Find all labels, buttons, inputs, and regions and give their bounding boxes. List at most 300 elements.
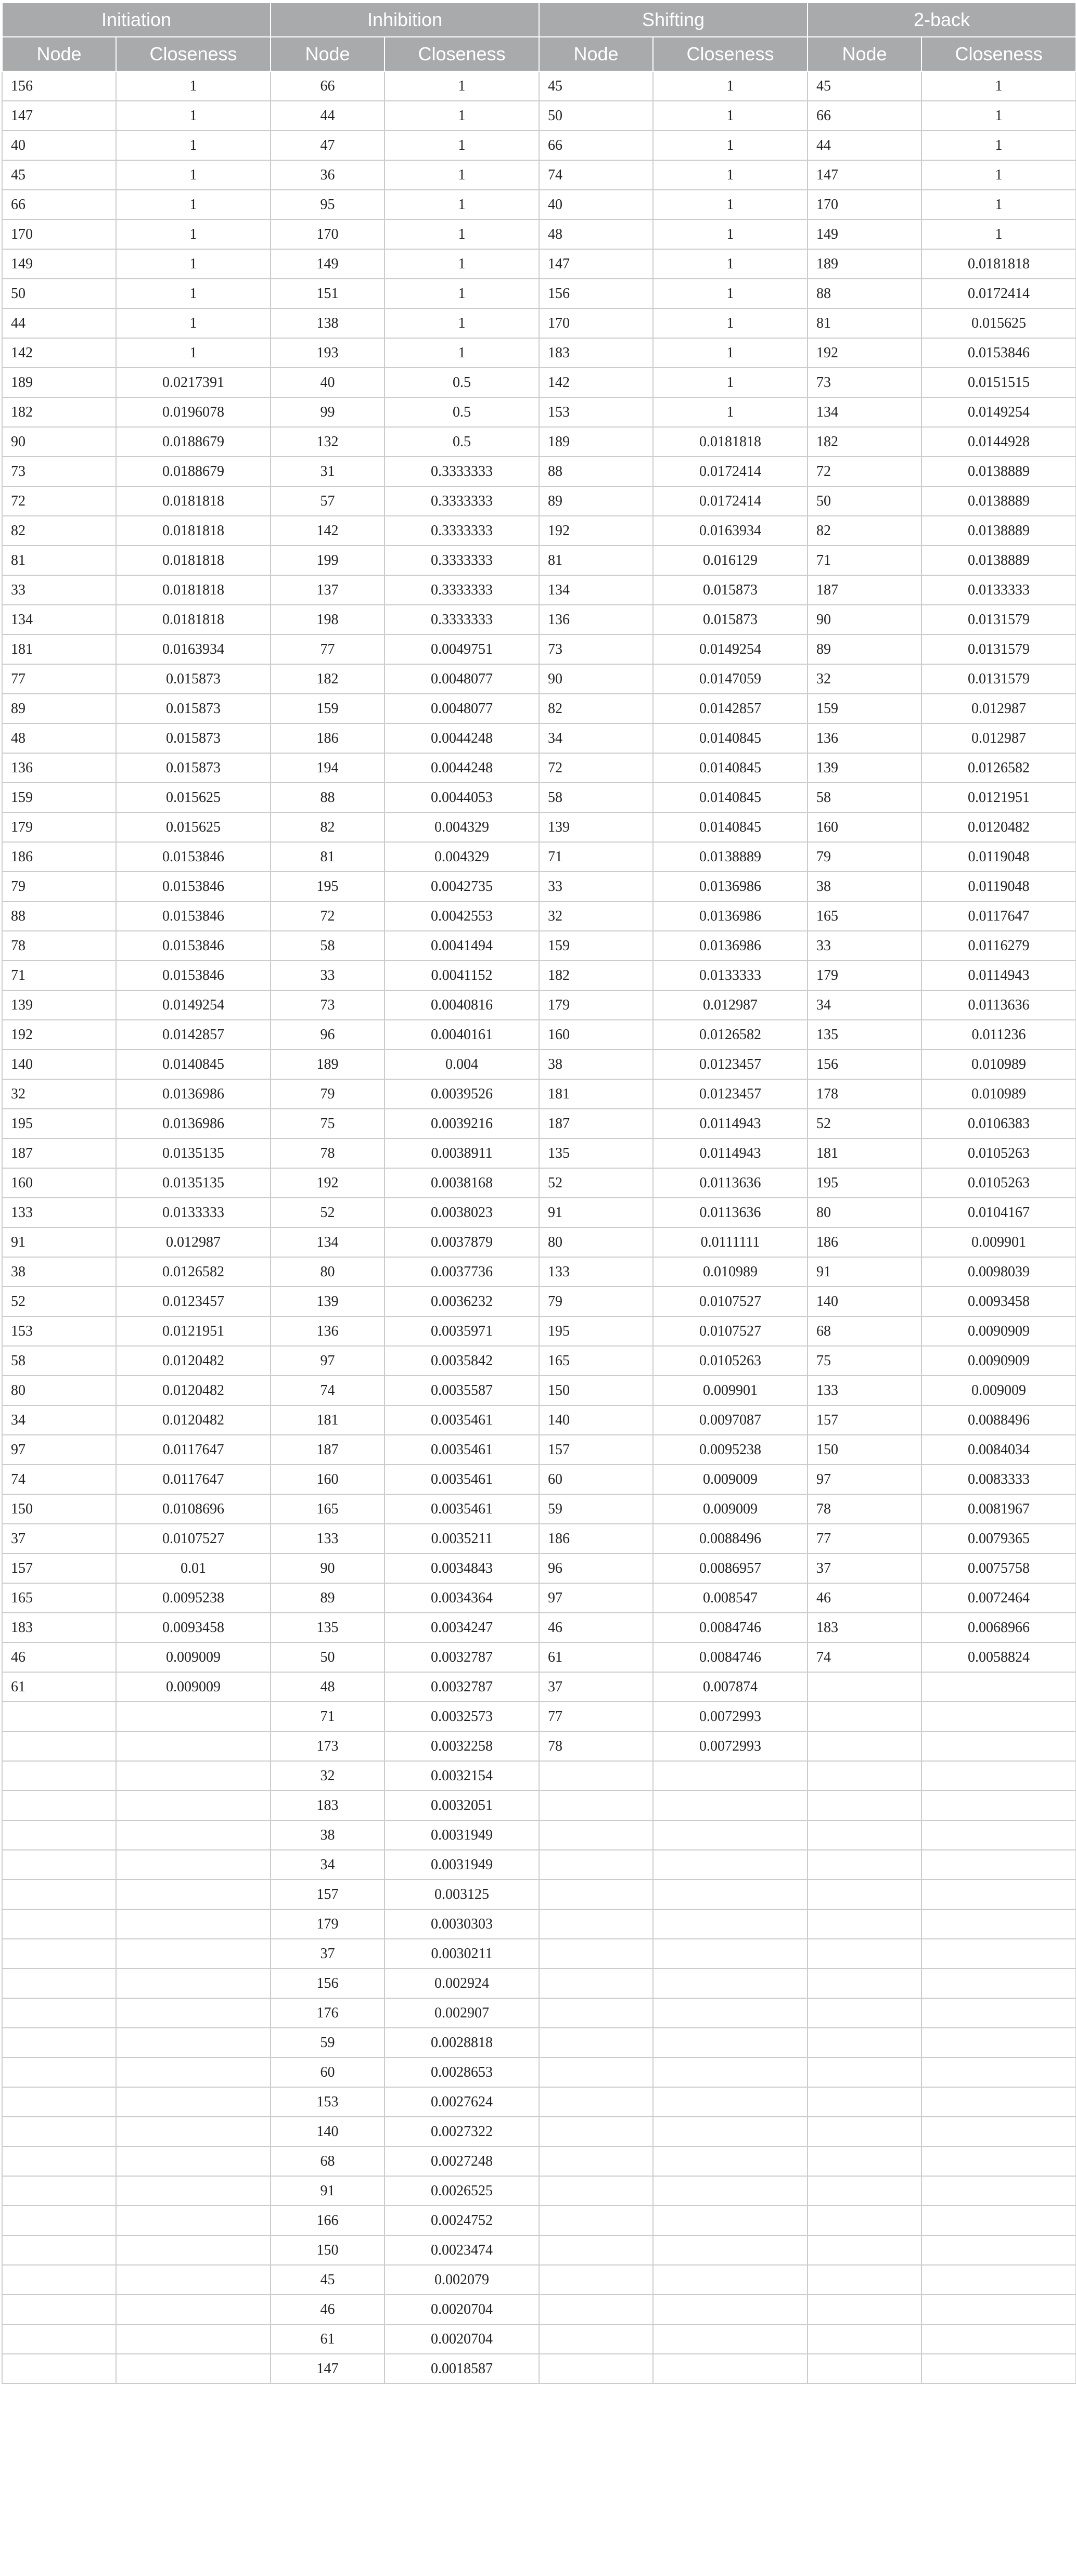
inhibition-closeness-cell: 0.0048077 (385, 664, 539, 694)
shifting-closeness-cell (653, 1939, 808, 1969)
initiation-closeness-cell: 0.015625 (116, 812, 271, 842)
inhibition-node-cell: 52 (271, 1198, 385, 1227)
shifting-closeness-cell (653, 2117, 808, 2146)
inhibition-node-cell: 37 (271, 1939, 385, 1969)
inhibition-node-cell: 195 (271, 872, 385, 901)
inhibition-closeness-cell: 0.0032154 (385, 1761, 539, 1791)
shifting-node-cell: 50 (539, 101, 653, 131)
shifting-closeness-cell: 0.0084746 (653, 1642, 808, 1672)
twoback-node-cell (808, 2146, 921, 2176)
shifting-closeness-cell: 1 (653, 131, 808, 160)
initiation-node-cell (2, 2146, 116, 2176)
shifting-node-cell: 33 (539, 872, 653, 901)
table-row (2, 516, 1076, 546)
initiation-closeness-cell (116, 1761, 271, 1791)
shifting-node-cell: 40 (539, 190, 653, 219)
table-row (2, 2235, 1076, 2265)
table-row (2, 368, 1076, 397)
inhibition-closeness-cell: 0.0020704 (385, 2324, 539, 2354)
table-row (2, 1168, 1076, 1198)
initiation-node-cell (2, 2206, 116, 2235)
twoback-node-cell: 149 (808, 219, 921, 249)
shifting-node-cell (539, 1850, 653, 1880)
inhibition-node-cell: 96 (271, 1020, 385, 1050)
twoback-closeness-cell: 0.009009 (921, 1376, 1076, 1405)
twoback-closeness-cell (921, 1939, 1076, 1969)
twoback-closeness-cell: 0.0081967 (921, 1494, 1076, 1524)
initiation-node-cell (2, 2117, 116, 2146)
initiation-node-cell: 157 (2, 1554, 116, 1583)
shifting-closeness-cell (653, 2028, 808, 2057)
shifting-closeness-cell (653, 1820, 808, 1850)
shifting-closeness-cell: 0.0147059 (653, 664, 808, 694)
twoback-node-cell (808, 2354, 921, 2384)
initiation-closeness-cell: 0.0153846 (116, 931, 271, 961)
table-row (2, 1227, 1076, 1257)
initiation-node-cell: 159 (2, 783, 116, 812)
initiation-node-cell: 149 (2, 249, 116, 279)
twoback-node-cell: 88 (808, 279, 921, 308)
twoback-closeness-cell (921, 1850, 1076, 1880)
inhibition-closeness-cell: 0.0031949 (385, 1820, 539, 1850)
initiation-closeness-cell: 0.0117647 (116, 1435, 271, 1465)
inhibition-closeness-cell: 0.0035461 (385, 1435, 539, 1465)
inhibition-node-cell: 192 (271, 1168, 385, 1198)
shifting-node-cell: 73 (539, 635, 653, 664)
twoback-node-cell: 160 (808, 812, 921, 842)
inhibition-node-cell: 88 (271, 783, 385, 812)
table-row (2, 575, 1076, 605)
table-row (2, 812, 1076, 842)
initiation-closeness-cell: 1 (116, 279, 271, 308)
table-row (2, 753, 1076, 783)
initiation-node-cell: 74 (2, 1465, 116, 1494)
twoback-node-cell: 75 (808, 1346, 921, 1376)
initiation-closeness-cell (116, 2295, 271, 2324)
twoback-closeness-cell: 1 (921, 219, 1076, 249)
initiation-node-cell: 186 (2, 842, 116, 872)
col-header-closeness: Closeness (921, 37, 1076, 71)
twoback-closeness-cell: 0.0153846 (921, 338, 1076, 368)
initiation-closeness-cell: 0.015873 (116, 753, 271, 783)
inhibition-closeness-cell: 0.0034364 (385, 1583, 539, 1613)
shifting-closeness-cell: 0.0140845 (653, 783, 808, 812)
twoback-node-cell: 135 (808, 1020, 921, 1050)
initiation-closeness-cell: 0.0120482 (116, 1405, 271, 1435)
initiation-node-cell: 52 (2, 1287, 116, 1316)
initiation-node-cell: 182 (2, 397, 116, 427)
inhibition-node-cell: 198 (271, 605, 385, 635)
twoback-closeness-cell: 0.0138889 (921, 546, 1076, 575)
shifting-node-cell (539, 1791, 653, 1820)
col-header-node: Node (271, 37, 385, 71)
group-header-2-back: 2-back (808, 3, 1076, 37)
inhibition-closeness-cell: 0.0030303 (385, 1909, 539, 1939)
initiation-node-cell: 38 (2, 1257, 116, 1287)
table-row (2, 338, 1076, 368)
inhibition-node-cell: 159 (271, 694, 385, 723)
twoback-closeness-cell: 0.0120482 (921, 812, 1076, 842)
inhibition-node-cell: 33 (271, 961, 385, 990)
initiation-node-cell: 88 (2, 901, 116, 931)
closeness-table (2, 2, 1076, 2384)
col-header-closeness: Closeness (653, 37, 808, 71)
table-row (2, 1376, 1076, 1405)
initiation-node-cell (2, 1731, 116, 1761)
table-row (2, 2057, 1076, 2087)
shifting-node-cell: 165 (539, 1346, 653, 1376)
twoback-closeness-cell: 0.012987 (921, 723, 1076, 753)
initiation-closeness-cell: 0.0133333 (116, 1198, 271, 1227)
inhibition-closeness-cell: 0.3333333 (385, 516, 539, 546)
inhibition-node-cell: 82 (271, 812, 385, 842)
table-body (2, 71, 1076, 2384)
twoback-node-cell: 156 (808, 1050, 921, 1079)
twoback-closeness-cell: 0.0113636 (921, 990, 1076, 1020)
inhibition-closeness-cell: 0.0039216 (385, 1109, 539, 1138)
inhibition-closeness-cell: 0.0032787 (385, 1642, 539, 1672)
inhibition-closeness-cell: 1 (385, 190, 539, 219)
table-row (2, 1109, 1076, 1138)
initiation-node-cell (2, 1702, 116, 1731)
twoback-closeness-cell: 0.0117647 (921, 901, 1076, 931)
twoback-node-cell: 38 (808, 872, 921, 901)
twoback-node-cell: 139 (808, 753, 921, 783)
shifting-node-cell: 186 (539, 1524, 653, 1554)
twoback-node-cell (808, 2028, 921, 2057)
inhibition-node-cell: 134 (271, 1227, 385, 1257)
inhibition-node-cell: 149 (271, 249, 385, 279)
initiation-closeness-cell (116, 2146, 271, 2176)
inhibition-closeness-cell: 0.0027248 (385, 2146, 539, 2176)
shifting-node-cell (539, 2206, 653, 2235)
shifting-closeness-cell (653, 2324, 808, 2354)
shifting-closeness-cell (653, 2206, 808, 2235)
inhibition-closeness-cell: 0.0028653 (385, 2057, 539, 2087)
twoback-node-cell: 91 (808, 1257, 921, 1287)
inhibition-node-cell: 133 (271, 1524, 385, 1554)
shifting-closeness-cell: 0.0123457 (653, 1050, 808, 1079)
inhibition-closeness-cell: 0.0023474 (385, 2235, 539, 2265)
twoback-node-cell (808, 2057, 921, 2087)
shifting-node-cell (539, 1880, 653, 1909)
table-row (2, 1554, 1076, 1583)
initiation-node-cell: 79 (2, 872, 116, 901)
twoback-node-cell: 71 (808, 546, 921, 575)
inhibition-node-cell: 173 (271, 1731, 385, 1761)
twoback-closeness-cell (921, 2206, 1076, 2235)
initiation-node-cell: 37 (2, 1524, 116, 1554)
initiation-node-cell: 71 (2, 961, 116, 990)
shifting-node-cell: 160 (539, 1020, 653, 1050)
inhibition-closeness-cell: 0.0034247 (385, 1613, 539, 1642)
col-header-node: Node (808, 37, 921, 71)
shifting-closeness-cell (653, 2146, 808, 2176)
inhibition-closeness-cell: 0.0035587 (385, 1376, 539, 1405)
table-row (2, 1138, 1076, 1168)
initiation-closeness-cell: 0.0135135 (116, 1138, 271, 1168)
shifting-node-cell: 34 (539, 723, 653, 753)
twoback-closeness-cell (921, 1761, 1076, 1791)
inhibition-closeness-cell: 0.3333333 (385, 605, 539, 635)
inhibition-closeness-cell: 0.3333333 (385, 486, 539, 516)
shifting-closeness-cell (653, 2087, 808, 2117)
inhibition-node-cell: 142 (271, 516, 385, 546)
twoback-closeness-cell: 0.0119048 (921, 872, 1076, 901)
shifting-closeness-cell (653, 1850, 808, 1880)
twoback-node-cell (808, 1850, 921, 1880)
table-row (2, 1020, 1076, 1050)
inhibition-closeness-cell: 0.0048077 (385, 694, 539, 723)
shifting-node-cell: 45 (539, 71, 653, 101)
shifting-closeness-cell: 0.015873 (653, 605, 808, 635)
inhibition-closeness-cell: 0.0027624 (385, 2087, 539, 2117)
inhibition-closeness-cell: 0.0031949 (385, 1850, 539, 1880)
table-row (2, 1998, 1076, 2028)
twoback-node-cell: 34 (808, 990, 921, 1020)
shifting-closeness-cell: 0.009009 (653, 1465, 808, 1494)
initiation-closeness-cell: 0.0196078 (116, 397, 271, 427)
initiation-closeness-cell (116, 2265, 271, 2295)
shifting-node-cell: 91 (539, 1198, 653, 1227)
initiation-closeness-cell (116, 1850, 271, 1880)
initiation-node-cell: 170 (2, 219, 116, 249)
twoback-node-cell: 52 (808, 1109, 921, 1138)
shifting-closeness-cell (653, 1969, 808, 1998)
inhibition-closeness-cell: 0.0037879 (385, 1227, 539, 1257)
inhibition-node-cell: 182 (271, 664, 385, 694)
twoback-node-cell: 157 (808, 1405, 921, 1435)
shifting-node-cell (539, 2235, 653, 2265)
twoback-closeness-cell: 0.0098039 (921, 1257, 1076, 1287)
inhibition-closeness-cell: 0.3333333 (385, 546, 539, 575)
initiation-node-cell (2, 1939, 116, 1969)
initiation-node-cell (2, 1791, 116, 1820)
shifting-node-cell: 156 (539, 279, 653, 308)
table-row (2, 872, 1076, 901)
table-row (2, 1939, 1076, 1969)
initiation-closeness-cell (116, 2324, 271, 2354)
twoback-node-cell (808, 1731, 921, 1761)
shifting-closeness-cell: 0.0142857 (653, 694, 808, 723)
shifting-node-cell: 32 (539, 901, 653, 931)
twoback-node-cell: 82 (808, 516, 921, 546)
shifting-closeness-cell: 0.0113636 (653, 1168, 808, 1198)
inhibition-closeness-cell: 0.0042735 (385, 872, 539, 901)
twoback-node-cell: 136 (808, 723, 921, 753)
inhibition-node-cell: 40 (271, 368, 385, 397)
initiation-node-cell: 160 (2, 1168, 116, 1198)
initiation-node-cell: 77 (2, 664, 116, 694)
inhibition-closeness-cell: 0.0035842 (385, 1346, 539, 1376)
twoback-node-cell: 179 (808, 961, 921, 990)
shifting-closeness-cell (653, 2176, 808, 2206)
initiation-node-cell (2, 2087, 116, 2117)
initiation-node-cell (2, 1880, 116, 1909)
inhibition-node-cell: 48 (271, 1672, 385, 1702)
twoback-closeness-cell: 0.0068966 (921, 1613, 1076, 1642)
shifting-closeness-cell: 1 (653, 71, 808, 101)
inhibition-closeness-cell: 1 (385, 131, 539, 160)
twoback-node-cell: 58 (808, 783, 921, 812)
initiation-node-cell: 78 (2, 931, 116, 961)
initiation-closeness-cell: 0.0117647 (116, 1465, 271, 1494)
inhibition-closeness-cell: 0.0032573 (385, 1702, 539, 1731)
twoback-node-cell (808, 2117, 921, 2146)
inhibition-closeness-cell: 1 (385, 249, 539, 279)
table-row (2, 2176, 1076, 2206)
twoback-node-cell: 195 (808, 1168, 921, 1198)
twoback-node-cell: 89 (808, 635, 921, 664)
initiation-node-cell: 133 (2, 1198, 116, 1227)
initiation-node-cell: 179 (2, 812, 116, 842)
shifting-node-cell: 135 (539, 1138, 653, 1168)
initiation-closeness-cell: 0.009009 (116, 1642, 271, 1672)
twoback-closeness-cell (921, 2087, 1076, 2117)
initiation-closeness-cell: 0.0153846 (116, 842, 271, 872)
initiation-closeness-cell: 0.0123457 (116, 1287, 271, 1316)
table-row (2, 605, 1076, 635)
shifting-closeness-cell: 0.0123457 (653, 1079, 808, 1109)
twoback-node-cell: 189 (808, 249, 921, 279)
inhibition-closeness-cell: 1 (385, 338, 539, 368)
initiation-node-cell (2, 2354, 116, 2384)
shifting-closeness-cell: 1 (653, 190, 808, 219)
shifting-closeness-cell: 0.0181818 (653, 427, 808, 457)
table-row (2, 279, 1076, 308)
twoback-closeness-cell: 0.0121951 (921, 783, 1076, 812)
initiation-node-cell: 80 (2, 1376, 116, 1405)
table-row (2, 1791, 1076, 1820)
twoback-closeness-cell (921, 2146, 1076, 2176)
initiation-node-cell: 142 (2, 338, 116, 368)
shifting-node-cell (539, 1761, 653, 1791)
inhibition-closeness-cell: 0.0040816 (385, 990, 539, 1020)
twoback-closeness-cell: 0.0090909 (921, 1316, 1076, 1346)
shifting-node-cell (539, 2324, 653, 2354)
twoback-node-cell: 33 (808, 931, 921, 961)
inhibition-closeness-cell: 0.0044248 (385, 753, 539, 783)
table-row (2, 1465, 1076, 1494)
shifting-closeness-cell: 0.0140845 (653, 753, 808, 783)
inhibition-node-cell: 176 (271, 1998, 385, 2028)
twoback-closeness-cell: 0.0084034 (921, 1435, 1076, 1465)
shifting-closeness-cell: 0.0107527 (653, 1316, 808, 1346)
initiation-closeness-cell (116, 1998, 271, 2028)
shifting-closeness-cell: 0.0072993 (653, 1702, 808, 1731)
initiation-node-cell (2, 2295, 116, 2324)
inhibition-closeness-cell: 0.0027322 (385, 2117, 539, 2146)
inhibition-node-cell: 68 (271, 2146, 385, 2176)
twoback-closeness-cell (921, 1672, 1076, 1702)
initiation-closeness-cell: 0.015873 (116, 723, 271, 753)
table-row (2, 1880, 1076, 1909)
initiation-node-cell: 189 (2, 368, 116, 397)
inhibition-node-cell: 74 (271, 1376, 385, 1405)
twoback-node-cell: 77 (808, 1524, 921, 1554)
shifting-closeness-cell: 0.0097087 (653, 1405, 808, 1435)
initiation-node-cell: 45 (2, 160, 116, 190)
initiation-node-cell: 46 (2, 1642, 116, 1672)
table-row (2, 1079, 1076, 1109)
shifting-node-cell (539, 2176, 653, 2206)
shifting-closeness-cell: 0.0172414 (653, 457, 808, 486)
twoback-node-cell (808, 1969, 921, 1998)
table-row (2, 2117, 1076, 2146)
twoback-closeness-cell: 1 (921, 131, 1076, 160)
initiation-closeness-cell: 0.015873 (116, 694, 271, 723)
shifting-closeness-cell: 1 (653, 279, 808, 308)
twoback-node-cell: 78 (808, 1494, 921, 1524)
inhibition-closeness-cell: 0.0041152 (385, 961, 539, 990)
twoback-node-cell (808, 2295, 921, 2324)
twoback-node-cell: 182 (808, 427, 921, 457)
shifting-closeness-cell: 0.0138889 (653, 842, 808, 872)
shifting-closeness-cell: 1 (653, 338, 808, 368)
shifting-closeness-cell: 0.0107527 (653, 1287, 808, 1316)
shifting-node-cell: 78 (539, 1731, 653, 1761)
shifting-closeness-cell: 0.0126582 (653, 1020, 808, 1050)
inhibition-node-cell: 66 (271, 71, 385, 101)
inhibition-node-cell: 187 (271, 1435, 385, 1465)
shifting-closeness-cell (653, 1761, 808, 1791)
shifting-node-cell (539, 2354, 653, 2384)
inhibition-closeness-cell: 0.0018587 (385, 2354, 539, 2384)
inhibition-closeness-cell: 0.5 (385, 368, 539, 397)
twoback-node-cell (808, 1702, 921, 1731)
inhibition-closeness-cell: 1 (385, 71, 539, 101)
initiation-node-cell: 136 (2, 753, 116, 783)
shifting-node-cell (539, 2087, 653, 2117)
inhibition-closeness-cell: 1 (385, 279, 539, 308)
initiation-closeness-cell: 0.0181818 (116, 546, 271, 575)
inhibition-node-cell: 140 (271, 2117, 385, 2146)
twoback-node-cell: 90 (808, 605, 921, 635)
inhibition-node-cell: 31 (271, 457, 385, 486)
shifting-node-cell: 195 (539, 1316, 653, 1346)
shifting-node-cell: 37 (539, 1672, 653, 1702)
table-row (2, 1702, 1076, 1731)
twoback-closeness-cell: 0.0088496 (921, 1405, 1076, 1435)
initiation-node-cell (2, 1998, 116, 2028)
twoback-closeness-cell: 0.0138889 (921, 486, 1076, 516)
inhibition-node-cell: 73 (271, 990, 385, 1020)
inhibition-closeness-cell: 0.002907 (385, 1998, 539, 2028)
twoback-closeness-cell (921, 1820, 1076, 1850)
shifting-closeness-cell (653, 2265, 808, 2295)
twoback-closeness-cell (921, 1702, 1076, 1731)
initiation-closeness-cell: 0.0126582 (116, 1257, 271, 1287)
shifting-node-cell: 60 (539, 1465, 653, 1494)
initiation-node-cell: 44 (2, 308, 116, 338)
shifting-node-cell (539, 2295, 653, 2324)
shifting-node-cell: 139 (539, 812, 653, 842)
twoback-closeness-cell: 0.0119048 (921, 842, 1076, 872)
initiation-node-cell: 181 (2, 635, 116, 664)
shifting-node-cell: 133 (539, 1257, 653, 1287)
table-row (2, 2028, 1076, 2057)
shifting-node-cell: 153 (539, 397, 653, 427)
inhibition-closeness-cell: 0.0028818 (385, 2028, 539, 2057)
initiation-closeness-cell (116, 2206, 271, 2235)
twoback-closeness-cell: 0.009901 (921, 1227, 1076, 1257)
initiation-closeness-cell: 0.0181818 (116, 516, 271, 546)
initiation-closeness-cell: 0.0153846 (116, 961, 271, 990)
twoback-closeness-cell: 0.012987 (921, 694, 1076, 723)
inhibition-node-cell: 34 (271, 1850, 385, 1880)
inhibition-closeness-cell: 0.0038023 (385, 1198, 539, 1227)
shifting-closeness-cell (653, 1909, 808, 1939)
